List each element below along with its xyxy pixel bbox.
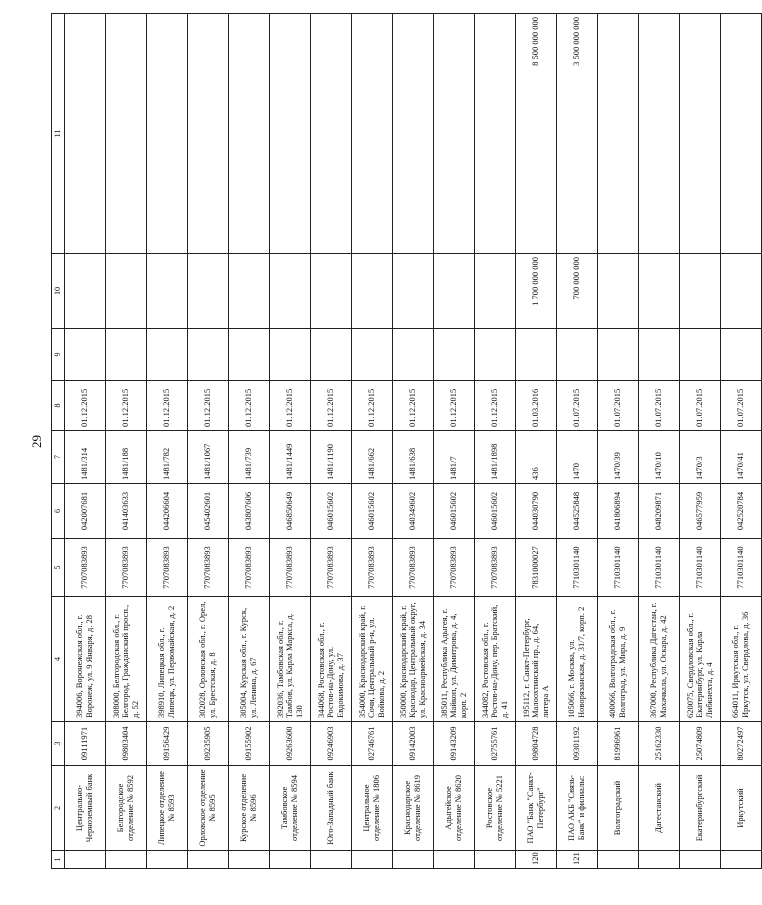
address: 195112, г. Санкт-Петербург, Малоохтинский пр., д. 64, литера А [516,597,557,722]
bik: 048209871 [639,484,680,539]
address: 400066, Волгоградская обл., г. Волгоград, ул. Мира, д. 9 [598,597,639,722]
date: 01.12.2015 [106,381,147,431]
bik: 046015602 [352,484,393,539]
inn: 7707083893 [106,539,147,597]
col-10-amount: 1 700 000 000 [516,254,557,329]
date: 01.07.2015 [557,381,598,431]
inn: 7707083893 [393,539,434,597]
okpo-code: 09111971 [65,722,106,766]
col-9-value [270,329,311,381]
col-11-amount [434,14,475,254]
license-number: 1481/1190 [311,431,352,484]
column-header: 2 [52,766,65,851]
column-header: 9 [52,329,65,381]
address: 308000, Белгородская обл., г. Белгород, Гражданский просп., д. 52 [106,597,147,722]
okpo-code: 09804728 [516,722,557,766]
okpo-code: 09301192 [557,722,598,766]
bank-name: Дагестанский [639,766,680,851]
okpo-code: 09142003 [393,722,434,766]
inn: 7831000027 [516,539,557,597]
inn: 7707083893 [188,539,229,597]
table-row [475,14,516,869]
col-11-amount [229,14,270,254]
table-row [516,14,557,869]
table-row [680,14,721,869]
table-row [188,14,229,869]
bank-name: ПАО АКБ "Связь-Банк" и филиалы: [557,766,598,851]
inn: 7707083893 [270,539,311,597]
inn: 7710301140 [598,539,639,597]
col-9-value [557,329,598,381]
col-10-amount [65,254,106,329]
row-number [270,851,311,869]
row-number [639,851,680,869]
license-number: 1470/10 [639,431,680,484]
inn: 7707083893 [475,539,516,597]
column-header: 6 [52,484,65,539]
address: 664011, Иркутская обл., г. Иркутск, ул. Свердлова, д. 36 [721,597,762,722]
date: 01.12.2015 [229,381,270,431]
bank-name: Орловское отделение № 8595 [188,766,229,851]
column-header: 4 [52,597,65,722]
bik: 044030790 [516,484,557,539]
address: 620075, Свердловская обл., г. Екатеринбург, ул. Карла Либкнехта, д. 4 [680,597,721,722]
bik: 046015602 [434,484,475,539]
col-9-value [311,329,352,381]
registry-table [51,13,762,869]
bik: 046850649 [270,484,311,539]
row-number [106,851,147,869]
okpo-code: 25162330 [639,722,680,766]
col-9-value [65,329,106,381]
bank-name: Юго-Западный банк [311,766,352,851]
col-10-amount [721,254,762,329]
bik: 041403633 [106,484,147,539]
col-10-amount [188,254,229,329]
address: 354000, Краснодарский край, г. Сочи, Центральный р-н, ул. Войкова, д. 2 [352,597,393,722]
okpo-code: 02746761 [352,722,393,766]
column-header: 5 [52,539,65,597]
bank-name: Белгородское отделение № 8592 [106,766,147,851]
col-11-amount [639,14,680,254]
inn: 7707083893 [311,539,352,597]
license-number: 1481/188 [106,431,147,484]
col-10-amount [680,254,721,329]
col-9-value [516,329,557,381]
okpo-code: 25074809 [680,722,721,766]
table-row [557,14,598,869]
col-10-amount [598,254,639,329]
bank-name: Ростовское отделение № 5221 [475,766,516,851]
col-9-value [352,329,393,381]
okpo-code: 09246903 [311,722,352,766]
bik: 046577959 [680,484,721,539]
table-body [65,14,762,869]
table-row [393,14,434,869]
license-number: 436 [516,431,557,484]
col-10-amount: 700 000 000 [557,254,598,329]
table-row [352,14,393,869]
bik: 046015602 [311,484,352,539]
table-row [639,14,680,869]
row-number [680,851,721,869]
column-header: 3 [52,722,65,766]
table-row [721,14,762,869]
date: 01.12.2015 [352,381,393,431]
bank-name: Адыгейское отделение № 8620 [434,766,475,851]
license-number: 1481/662 [352,431,393,484]
okpo-code: 09143209 [434,722,475,766]
bik: 044206604 [147,484,188,539]
bik: 040349602 [393,484,434,539]
col-11-amount: 8 500 000 000 [516,14,557,254]
date: 01.07.2015 [680,381,721,431]
okpo-code: 09156429 [147,722,188,766]
license-number: 1481/782 [147,431,188,484]
bank-name: Краснодарское отделение № 8619 [393,766,434,851]
col-11-amount: 3 500 000 000 [557,14,598,254]
column-header: 8 [52,381,65,431]
col-9-value [393,329,434,381]
bank-name: Екатеринбургский [680,766,721,851]
bank-name: Центрально-Черноземный банк [65,766,106,851]
col-9-value [639,329,680,381]
col-10-amount [475,254,516,329]
col-9-value [598,329,639,381]
col-9-value [721,329,762,381]
inn: 7710301140 [721,539,762,597]
bank-name: Центральное отделение № 1806 [352,766,393,851]
table-row [311,14,352,869]
col-10-amount [147,254,188,329]
okpo-code: 09155902 [229,722,270,766]
okpo-code: 80272497 [721,722,762,766]
bank-name: Липецкое отделение № 8593 [147,766,188,851]
date: 01.12.2015 [434,381,475,431]
license-number: 1481/314 [65,431,106,484]
date: 01.07.2015 [639,381,680,431]
okpo-code: 02755761 [475,722,516,766]
address: 305004, Курская обл., г. Курск, ул. Ленина, д. 67 [229,597,270,722]
col-10-amount [352,254,393,329]
col-10-amount [270,254,311,329]
col-9-value [475,329,516,381]
col-9-value [106,329,147,381]
okpo-code: 09235905 [188,722,229,766]
table-row [598,14,639,869]
col-11-amount [147,14,188,254]
inn: 7710301140 [680,539,721,597]
col-11-amount [598,14,639,254]
bank-name: Иркутский [721,766,762,851]
address: 392036, Тамбовская обл., г. Тамбов, ул. Карла Маркса, д. 130 [270,597,311,722]
row-number [475,851,516,869]
col-10-amount [434,254,475,329]
bik: 045402601 [188,484,229,539]
okpo-code: 81996961 [598,722,639,766]
table-row [65,14,106,869]
col-9-value [147,329,188,381]
inn: 7707083893 [434,539,475,597]
license-number: 1470/41 [721,431,762,484]
col-10-amount [106,254,147,329]
license-number: 1470/3 [680,431,721,484]
bik: 041806894 [598,484,639,539]
address: 344082, Ростовская обл., г. Ростов-на-Дону, пер. Братский, д. 41 [475,597,516,722]
column-header: 7 [52,431,65,484]
col-11-amount [188,14,229,254]
date: 01.12.2015 [311,381,352,431]
okpo-code: 09803404 [106,722,147,766]
bank-name: Волгоградский [598,766,639,851]
license-number: 1481/638 [393,431,434,484]
address: 385011, Республика Адыгея, г. Майкоп, ул. Димитрова, д. 4, корп. 2 [434,597,475,722]
date: 01.12.2015 [188,381,229,431]
col-9-value [229,329,270,381]
table-row [147,14,188,869]
col-10-amount [229,254,270,329]
license-number: 1470 [557,431,598,484]
inn: 7710301140 [639,539,680,597]
address: 367000, Республика Дагестан, г. Махачкала, ул. Оскара, д. 42 [639,597,680,722]
col-11-amount [65,14,106,254]
date: 01.12.2015 [270,381,311,431]
bank-name: Курское отделение № 8596 [229,766,270,851]
address: 344068, Ростовская обл., г. Ростов-на-Дону, ул. Евдокимова, д. 37 [311,597,352,722]
address: 398910, Липецкая обл., г. Липецк, ул. Первомайская, д. 2 [147,597,188,722]
col-11-amount [352,14,393,254]
col-10-amount [639,254,680,329]
row-number: 120 [516,851,557,869]
license-number: 1481/1449 [270,431,311,484]
col-11-amount [680,14,721,254]
row-number [721,851,762,869]
column-header: 1 [52,851,65,869]
row-number [434,851,475,869]
bik: 042007681 [65,484,106,539]
address: 302028, Орловская обл., г. Орел, ул. Брестская, д. 8 [188,597,229,722]
column-header: 10 [52,254,65,329]
column-header: 11 [52,14,65,254]
col-11-amount [311,14,352,254]
address: 105066, г. Москва, ул. Новорязанская, д. 31/7, корп. 2 [557,597,598,722]
bik: 044525848 [557,484,598,539]
col-11-amount [270,14,311,254]
col-11-amount [106,14,147,254]
okpo-code: 09263600 [270,722,311,766]
bik: 043807606 [229,484,270,539]
date: 01.12.2015 [65,381,106,431]
row-number [229,851,270,869]
address: 394006, Воронежская обл., г. Воронеж, ул. 9 Января, д. 28 [65,597,106,722]
table-row [270,14,311,869]
col-9-value [434,329,475,381]
col-9-value [188,329,229,381]
col-11-amount [475,14,516,254]
address: 350000, Краснодарский край, г. Краснодар, Центральный округ, ул. Красноармейская, д. 34 [393,597,434,722]
rotated-content [29,14,750,869]
license-number: 1470/39 [598,431,639,484]
col-9-value [680,329,721,381]
table-row [434,14,475,869]
license-number: 1481/1898 [475,431,516,484]
date: 01.12.2015 [475,381,516,431]
bik: 046015602 [475,484,516,539]
row-number [393,851,434,869]
header-row [52,14,65,869]
col-11-amount [721,14,762,254]
date: 01.03.2016 [516,381,557,431]
row-number [311,851,352,869]
date: 01.07.2015 [721,381,762,431]
bank-name: Тамбовское отделение № 8594 [270,766,311,851]
date: 01.07.2015 [598,381,639,431]
inn: 7707083893 [65,539,106,597]
table-row [229,14,270,869]
row-number [147,851,188,869]
row-number [65,851,106,869]
row-number: 121 [557,851,598,869]
col-11-amount [393,14,434,254]
inn: 7707083893 [229,539,270,597]
date: 01.12.2015 [393,381,434,431]
inn: 7710301140 [557,539,598,597]
inn: 7707083893 [352,539,393,597]
bik: 042520784 [721,484,762,539]
bank-name: ПАО "Банк "Санкт-Петербург" [516,766,557,851]
col-10-amount [311,254,352,329]
inn: 7707083893 [147,539,188,597]
row-number [188,851,229,869]
col-10-amount [393,254,434,329]
license-number: 1481/7 [434,431,475,484]
row-number [598,851,639,869]
license-number: 1481/739 [229,431,270,484]
row-number [352,851,393,869]
license-number: 1481/1067 [188,431,229,484]
page-number: 29 [29,435,44,448]
date: 01.12.2015 [147,381,188,431]
table-row [106,14,147,869]
